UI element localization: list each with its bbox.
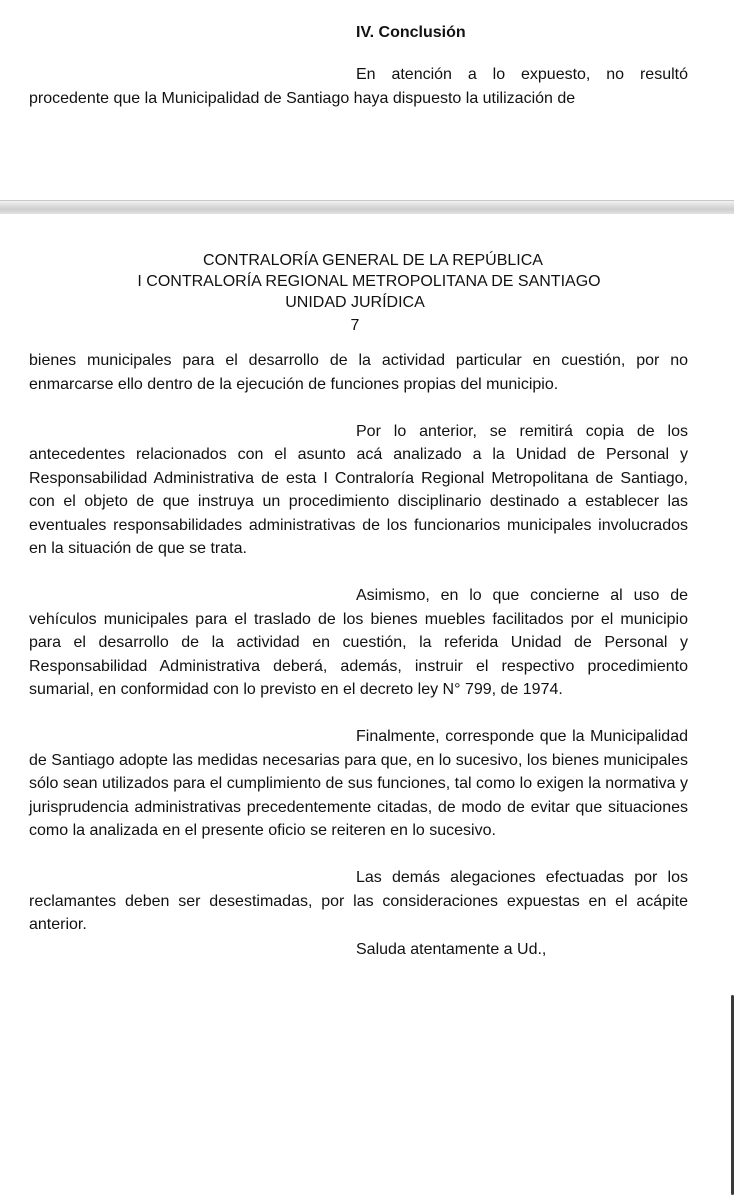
letterhead-regional-office: I CONTRALORÍA REGIONAL METROPOLITANA DE SANTIAGO <box>137 273 601 290</box>
section-heading: IV. Conclusión <box>356 24 466 41</box>
body-paragraph: bienes municipales para el desarrollo de la actividad particular en cuestión, por no enmarcarse ello dentro de la ejecución de funciones propias del municipio. <box>29 352 688 393</box>
document-body <box>29 349 688 960</box>
body-paragraph: Asimismo, en lo que concierne al uso de vehículos municipales para el traslado de los bienes muebles facilitados por el municipio para el desarrollo de la actividad en cuestión, la referida Unidad de Personal y Responsabilidad Administrativa deberá, además, instruir el respectivo procedimiento sumarial, en conformidad con lo previsto en el decreto ley N° 799, de 1974. <box>29 587 688 698</box>
letterhead-institution: CONTRALORÍA GENERAL DE LA REPÚBLICA <box>203 252 543 269</box>
letterhead-unit: UNIDAD JURÍDICA <box>285 294 425 311</box>
body-paragraph: Por lo anterior, se remitirá copia de los antecedentes relacionados con el asunto acá analizado a la Unidad de Personal y Responsabilidad Administrativa de esta I Contraloría Regional Metropolitana de Santiago, con el objeto de que instruya un procedimiento disciplinario destinado a establecer las eventuales responsabilidades administrativas de los funcionarios municipales involucrados en la situación de que se trata. <box>29 422 688 557</box>
document-page-previous <box>0 0 734 200</box>
cropped-text-fragment <box>22 0 42 3</box>
paragraph-conclusion <box>29 63 688 110</box>
paragraph-text: En atención a lo expuesto, no resultó procedente que la Municipalidad de Santiago haya dispuesto la utilización de <box>29 66 688 107</box>
page-number: 7 <box>350 317 360 334</box>
closing-salutation: Saluda atentamente a Ud., <box>356 941 547 958</box>
body-paragraph: Las demás alegaciones efectuadas por los reclamantes deben ser desestimadas, por las consideraciones expuestas en el acápite anterior. <box>29 869 688 933</box>
document-page-7 <box>0 214 734 1200</box>
body-paragraph: Finalmente, corresponde que la Municipalidad de Santiago adopte las medidas necesarias para que, en lo sucesivo, los bienes municipales sólo sean utilizados para el cumplimiento de sus funciones, tal como lo exigen la normativa y jurisprudencia administrativas precedentemente citadas, de modo de evitar que situaciones como la analizada en el presente oficio se reiteren en lo sucesivo. <box>29 728 688 839</box>
